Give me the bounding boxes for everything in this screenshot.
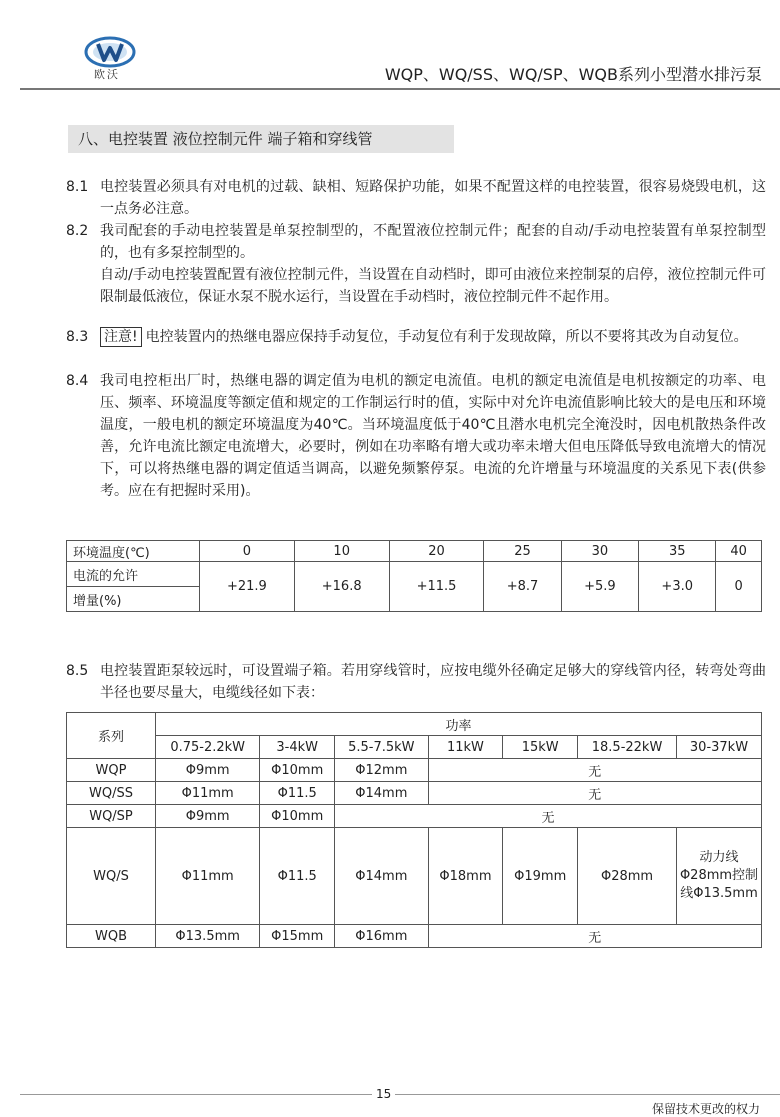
header-divider	[20, 88, 780, 90]
paragraph-text: 我司配套的手动电控装置是单泵控制型的，不配置液位控制元件；配套的自动/手动电控装置有单泵控制型的，也有多泵控制型的。	[100, 223, 766, 261]
table-cell: 0	[716, 562, 762, 612]
paragraph-text: 电控装置距泵较远时，可设置端子箱。若用穿线管时，应按电缆外径确定足够大的穿线管内径，转弯处弯曲半径也要尽量大，电缆线径如下表：	[100, 663, 766, 701]
table-cell: +8.7	[484, 562, 561, 612]
table-cell: 35	[639, 541, 716, 562]
table-cell: +16.8	[294, 562, 389, 612]
table-cell: 30	[561, 541, 638, 562]
logo-text: 欧沃	[94, 68, 120, 81]
table-row	[67, 782, 762, 805]
table-cell: Φ9mm	[156, 759, 260, 782]
table-header-cell: 功率	[156, 713, 762, 736]
table-cell: 无	[428, 782, 761, 805]
table-row	[67, 562, 762, 587]
table-cell: 动力线Φ28mm控制线Φ13.5mm	[677, 828, 762, 925]
table-header-cell: 系列	[67, 713, 156, 759]
paragraph-number: 8.3	[66, 329, 89, 345]
paragraph-8-1	[66, 176, 766, 220]
paragraph-text: 电控装置内的热继电器应保持手动复位，手动复位有利于发现故障，所以不要将其改为自动复位。	[145, 329, 748, 345]
table-cell: Φ14mm	[335, 782, 428, 805]
table-cell: 无	[428, 925, 761, 948]
table-cell: Φ28mm	[578, 828, 677, 925]
table-cell: WQP	[67, 759, 156, 782]
table-cell: Φ13.5mm	[156, 925, 260, 948]
section-title: 八、电控装置 液位控制元件 端子箱和穿线管	[68, 125, 454, 153]
table-cell: 25	[484, 541, 561, 562]
table-header-cell: 30-37kW	[677, 736, 762, 759]
table-header-cell: 0.75-2.2kW	[156, 736, 260, 759]
table-cell: 0	[200, 541, 295, 562]
table-cell: Φ15mm	[260, 925, 335, 948]
table-cell: Φ11mm	[156, 782, 260, 805]
paragraph-8-4	[66, 370, 766, 502]
table-cell: WQ/SS	[67, 782, 156, 805]
paragraph-8-2	[66, 220, 766, 308]
footer-divider	[20, 1094, 780, 1095]
table-row	[67, 713, 762, 736]
table-header-cell: 5.5-7.5kW	[335, 736, 428, 759]
table-row	[67, 805, 762, 828]
table-cell: Φ10mm	[260, 759, 335, 782]
table-cell: Φ12mm	[335, 759, 428, 782]
table-cell: 20	[389, 541, 484, 562]
table-row	[67, 925, 762, 948]
paragraph-number: 8.5	[66, 663, 89, 679]
table-header-cell: 电流的允许	[67, 562, 200, 587]
paragraph-text: 电控装置必须具有对电机的过载、缺相、短路保护功能，如果不配置这样的电控装置，很容易烧毁电机，这一点务必注意。	[100, 179, 766, 217]
table-row	[67, 759, 762, 782]
table-cell: WQ/SP	[67, 805, 156, 828]
cable-diameter-table	[66, 712, 762, 948]
table-cell: Φ19mm	[503, 828, 578, 925]
table-cell: Φ11mm	[156, 828, 260, 925]
page-number: 15	[372, 1087, 395, 1101]
table-cell: Φ9mm	[156, 805, 260, 828]
table-header-cell: 11kW	[428, 736, 503, 759]
current-increment-table	[66, 540, 762, 612]
rights-notice: 保留技术更改的权力	[651, 1102, 760, 1116]
table-cell: 40	[716, 541, 762, 562]
paragraph-8-3	[66, 326, 766, 348]
table-cell: +5.9	[561, 562, 638, 612]
table-header-cell: 15kW	[503, 736, 578, 759]
table-cell: +21.9	[200, 562, 295, 612]
table-cell: WQ/S	[67, 828, 156, 925]
table-row	[67, 541, 762, 562]
table-cell: Φ10mm	[260, 805, 335, 828]
table-row	[67, 828, 762, 925]
table-header-cell: 18.5-22kW	[578, 736, 677, 759]
table-header-cell: 3-4kW	[260, 736, 335, 759]
table-header-cell: 环境温度(℃)	[67, 541, 200, 562]
notice-badge: 注意!	[100, 327, 142, 347]
table-row	[67, 736, 762, 759]
table-cell: Φ14mm	[335, 828, 428, 925]
table-cell: 无	[335, 805, 762, 828]
table-cell: 10	[294, 541, 389, 562]
document-title: WQP、WQ/SS、WQ/SP、WQB系列小型潜水排污泵	[384, 65, 762, 84]
table-cell: Φ11.5	[260, 782, 335, 805]
paragraph-number: 8.1	[66, 179, 89, 195]
paragraph-8-5	[66, 660, 766, 704]
table-cell: Φ18mm	[428, 828, 503, 925]
table-cell: +11.5	[389, 562, 484, 612]
table-cell: Φ16mm	[335, 925, 428, 948]
paragraph-text-continued: 自动/手动电控装置配置有液位控制元件，当设置在自动档时，即可由液位来控制泵的启停，液位控制元件可限制最低液位，保证水泵不脱水运行，当设置在手动档时，液位控制元件不起作用。	[100, 267, 766, 305]
table-cell: 无	[428, 759, 761, 782]
paragraph-number: 8.4	[66, 373, 89, 389]
table-cell: WQB	[67, 925, 156, 948]
paragraph-number: 8.2	[66, 223, 89, 239]
table-header-cell: 增量(%)	[67, 587, 200, 612]
table-cell: Φ11.5	[260, 828, 335, 925]
paragraph-text: 我司电控柜出厂时，热继电器的调定值为电机的额定电流值。电机的额定电流值是电机按额定的功率、电压、频率、环境温度等额定值和规定的工作制运行时的值，实际中对允许电流值影响比较大的是电压和环境温度，一般电机的额定环境温度为40℃。当环境温度低于40℃且潜水电机完全淹没时，因电机散热条件改善，允许电流比额定电流增大，必要时，例如在功率略有增大或功率未增大但电压降低导致电流增大的情况下，可以将热继电器的调定值适当调高，以避免频繁停泵。电流的允许增量与环境温度的关系见下表(供参考。应在有把握时采用)。	[100, 373, 766, 499]
table-cell: +3.0	[639, 562, 716, 612]
